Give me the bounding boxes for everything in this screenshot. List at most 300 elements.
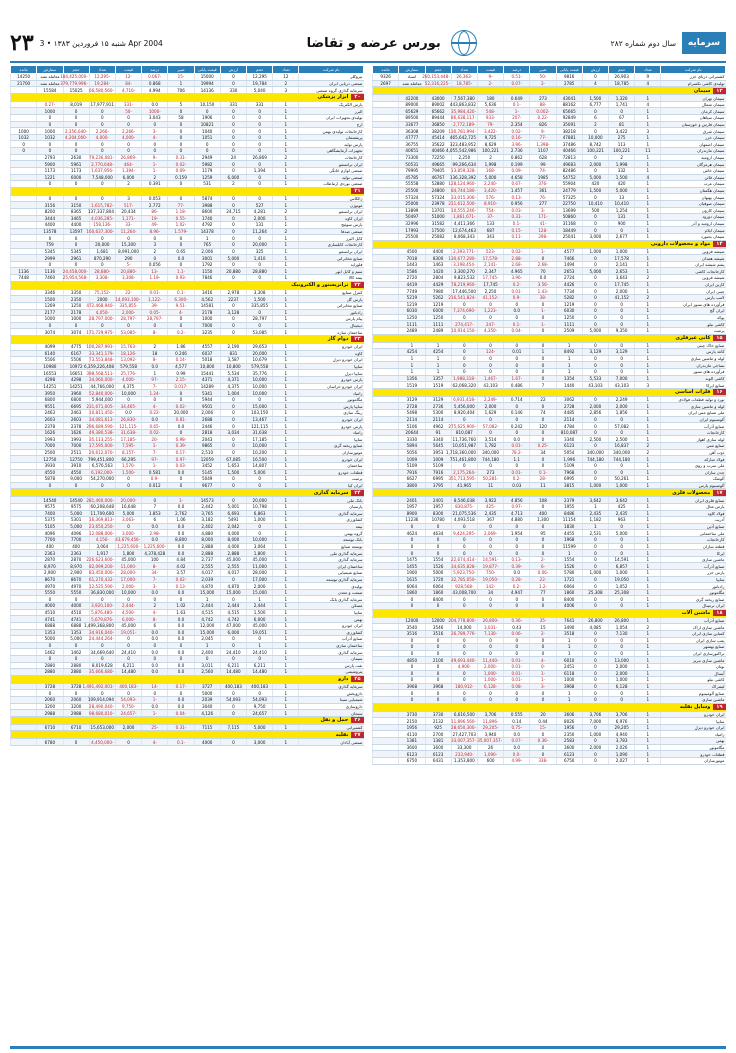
value-cell: 0 (477, 596, 503, 603)
value-cell: 0 (425, 550, 451, 557)
value-cell: -4,350 (477, 327, 503, 334)
value-cell: -0.1 (504, 321, 530, 328)
value-cell: 74 (530, 410, 556, 417)
value-cell: 7 (530, 382, 556, 389)
company-name-cell: پارس خودرو (299, 376, 364, 383)
value-cell: 67,085 (220, 456, 246, 463)
value-cell: 0 (63, 739, 89, 746)
value-cell: 99 (530, 161, 556, 168)
value-cell: 10,000 (247, 443, 273, 450)
table-row (373, 248, 726, 255)
table-row (373, 650, 726, 657)
value-cell: 2724 (556, 275, 582, 282)
value-cell: 3,300,270 (451, 268, 477, 275)
value-cell (11, 101, 37, 108)
value-cell: -9 (477, 74, 503, 81)
value-cell: -1 (142, 161, 168, 168)
value-cell: 47881 (556, 134, 582, 141)
value-cell: -2,356,640 (64, 128, 88, 134)
value-cell: 2804 (425, 275, 451, 282)
value-cell: 0 (63, 642, 89, 649)
value-cell: 1500 (37, 296, 63, 303)
value-cell: 6,616,500 (451, 711, 477, 718)
value-cell: 1 (556, 637, 582, 644)
value-cell: 2379 (556, 497, 582, 504)
value-cell: 3728 (37, 683, 63, 690)
value-cell: 4371 (194, 376, 220, 383)
value-cell: -0.07 (504, 80, 530, 87)
value-cell: 1032 (11, 134, 37, 141)
value-cell: 65629 (399, 108, 425, 115)
company-name-cell: صنعتی صدفا (299, 228, 364, 235)
value-cell: 100,221 (609, 148, 635, 155)
value-cell: 2 (273, 154, 299, 161)
company-name-cell: مگاموتور (661, 589, 726, 596)
value-cell: 2039 (194, 697, 220, 704)
company-name-cell: ماشین سازی (661, 697, 726, 704)
value-cell: 6,000 (220, 174, 246, 181)
value-cell: 3800 (399, 482, 425, 489)
table-row (373, 630, 726, 637)
value-cell: -3 (530, 207, 556, 214)
value-cell: 0 (530, 744, 556, 751)
table-row (11, 482, 364, 489)
value-cell: 2 (635, 443, 661, 450)
value-cell: 46767 (425, 174, 451, 181)
value-cell: 4.02 (168, 563, 194, 570)
value-cell: 2350 (63, 296, 89, 303)
company-name-cell: صنایع آذرآب (661, 563, 726, 570)
value-cell: 2736 (425, 403, 451, 410)
value-cell: 0 (220, 128, 246, 135)
value-cell: -4 (530, 657, 556, 664)
value-cell: 2,000 (582, 744, 608, 751)
value-cell: 5550 (63, 589, 89, 596)
value-cell: معامله نشد (37, 74, 63, 81)
value-cell: -0.65 (142, 423, 168, 430)
value-cell: 0 (530, 537, 556, 544)
value-cell: 1 (635, 751, 661, 758)
value-cell: 0 (247, 476, 273, 483)
section-header-row (11, 335, 364, 343)
value-cell: 1 (635, 596, 661, 603)
value-cell: 7,000 (582, 718, 608, 725)
value-cell: 2511 (63, 449, 89, 456)
table-row (11, 148, 364, 155)
table-row (11, 390, 364, 397)
value-cell: 17,578 (609, 255, 635, 262)
value-cell: 0 (504, 301, 530, 308)
section-label: ترانزیستور و الکترونیک (291, 282, 349, 289)
value-cell: 0 (247, 174, 273, 181)
value-cell: 0 (115, 655, 141, 662)
value-cell: 1 (635, 167, 661, 174)
value-cell: 1,782 (477, 443, 503, 450)
value-cell: 0 (168, 642, 194, 649)
value-cell: -0.9 (142, 476, 168, 483)
value-cell: -3,920,100 (91, 603, 114, 609)
value-cell: 1 (273, 322, 299, 329)
value-cell (373, 95, 399, 102)
section-label: سیمان (693, 87, 711, 94)
table-row (11, 583, 364, 590)
value-cell: 6695 (63, 403, 89, 410)
value-cell: 0.0 (142, 416, 168, 423)
value-cell: 3340 (556, 436, 582, 443)
value-cell: 133 (477, 220, 503, 227)
table-row (373, 744, 726, 751)
value-cell: 0 (530, 462, 556, 469)
value-cell: 5300 (425, 410, 451, 417)
value-cell: 2793 (37, 154, 63, 161)
value-cell: 1 (635, 423, 661, 430)
value-cell: 121,115 (247, 423, 273, 430)
value-cell: 0 (451, 349, 477, 356)
company-name-cell: سیمان هرمزگان (661, 161, 726, 168)
value-cell: 290 (115, 255, 141, 262)
value-cell: 0 (142, 497, 168, 504)
value-cell: 1,000 (609, 570, 635, 577)
value-cell: -830,875 (451, 503, 477, 510)
value-cell: 1 (635, 469, 661, 476)
value-cell: 0.0 (142, 649, 168, 656)
value-cell: 0 (582, 167, 608, 174)
value-cell: 1 (273, 739, 299, 746)
value-cell: 4 (635, 101, 661, 108)
value-cell: 6064 (556, 583, 582, 590)
value-cell: 330 (220, 87, 246, 94)
value-cell: 1586 (399, 268, 425, 275)
value-cell: -3 (530, 683, 556, 690)
company-name-cell: پارس الکتریک (299, 101, 364, 108)
value-cell: 0.0 (168, 423, 194, 430)
value-cell (373, 382, 399, 389)
value-cell: -13,859,328 (451, 168, 476, 174)
value-cell: 1136 (37, 268, 63, 275)
value-cell: 1,681 (89, 248, 115, 255)
value-cell: 25041 (556, 234, 582, 241)
company-name-cell: بهمن (299, 616, 364, 623)
value-cell: -13 (142, 268, 168, 275)
value-cell: 3074 (63, 329, 89, 336)
value-cell: 3465 (63, 215, 89, 222)
value-cell: -15 (530, 724, 556, 731)
value-cell: 3,064 (89, 543, 115, 550)
value-cell: -0.1 (168, 289, 194, 296)
value-cell: 0 (115, 739, 141, 746)
value-cell: 5,000 (582, 174, 608, 181)
value-cell: -0.17 (168, 683, 194, 690)
value-cell: 0 (609, 355, 635, 362)
value-cell: 5878 (37, 476, 63, 483)
table-row (11, 309, 364, 316)
value-cell: 4,017 (220, 570, 246, 577)
company-name-cell: بانک توسعه (299, 537, 364, 544)
value-cell: 0.714 (504, 396, 530, 403)
value-cell: 26,800 (582, 617, 608, 624)
value-cell: 1 (635, 476, 661, 483)
value-cell: 0 (168, 242, 194, 249)
value-cell: -34 (142, 570, 168, 577)
value-cell: 21700 (11, 80, 37, 87)
value-cell: 0 (582, 603, 608, 610)
value-cell: 1,000 (609, 677, 635, 684)
value-cell: 343 (477, 234, 503, 241)
value-cell: 0 (504, 314, 530, 321)
value-cell: 0 (425, 644, 451, 651)
value-cell: 45,000 (247, 556, 273, 563)
value-cell: 0 (582, 543, 608, 550)
value-cell: 18,785 (609, 80, 635, 87)
value-cell (373, 617, 399, 624)
value-cell: 0 (530, 255, 556, 262)
value-cell: 5000 (194, 690, 220, 697)
value-cell: -171 (530, 214, 556, 221)
value-cell: 1720 (425, 576, 451, 583)
company-name-cell: ساختمان (299, 462, 364, 469)
value-cell: 2,435 (582, 510, 608, 517)
value-cell (373, 718, 399, 725)
value-cell (373, 543, 399, 550)
value-cell: 11 (530, 482, 556, 489)
value-cell: 2 (142, 248, 168, 255)
value-cell: 16,837 (609, 443, 635, 450)
value-cell: 4419 (399, 281, 425, 288)
value-cell: 17,185 (247, 436, 273, 443)
value-cell: 826 (530, 121, 556, 128)
company-name-cell: سایپا (299, 609, 364, 616)
table-row (373, 410, 726, 417)
value-cell: 0 (451, 301, 477, 308)
value-cell (11, 510, 37, 517)
value-cell: 5049 (194, 476, 220, 483)
table-row (373, 288, 726, 295)
value-cell: 2 (273, 80, 299, 87)
value-cell: 1 (556, 355, 582, 362)
value-cell: 0 (220, 576, 246, 583)
value-cell: 1 (635, 308, 661, 315)
value-cell: -0.02 (504, 128, 530, 135)
company-name-cell: سیمان ارومیه و آذر (661, 220, 726, 227)
table-row (11, 530, 364, 537)
value-cell: 5,000 (63, 510, 89, 517)
section-header-row (373, 334, 726, 342)
table-row (373, 281, 726, 288)
value-cell (11, 416, 37, 423)
value-cell: 14,480 (115, 669, 141, 676)
value-cell: 1 (635, 603, 661, 610)
value-cell: 21,075,536 (452, 510, 476, 516)
value-cell: 0 (530, 690, 556, 697)
company-name-cell: صنعتی دریایی ایران (299, 80, 364, 87)
table-row (373, 294, 726, 301)
value-cell (11, 350, 37, 357)
table-row (11, 497, 364, 504)
value-cell: 7700 (63, 537, 89, 544)
value-cell: 6064 (399, 583, 425, 590)
value-cell: 0 (504, 537, 530, 544)
value-cell: -17,595,000 (89, 443, 114, 449)
value-cell: 1 (425, 342, 451, 349)
value-cell: 0 (504, 342, 530, 349)
value-cell (11, 543, 37, 550)
table-row (11, 222, 364, 229)
table-row (373, 342, 726, 349)
value-cell: 0 (168, 390, 194, 397)
value-cell: 2463 (37, 410, 63, 417)
value-cell: 6,576,563 (89, 462, 115, 469)
value-cell: -5,679,876 (91, 616, 114, 622)
value-cell: 1 (273, 429, 299, 436)
value-cell: 0 (142, 396, 168, 403)
company-name-cell: لوله سازی اهواز (661, 436, 726, 443)
value-cell: 1 (273, 134, 299, 141)
value-cell: 1 (273, 462, 299, 469)
value-cell: -33,007,357 (451, 738, 476, 744)
value-cell: -28,797 (142, 316, 168, 323)
value-cell: 12,674,463 (452, 227, 476, 233)
value-cell: 0 (582, 301, 608, 308)
value-cell: 1040 (194, 128, 220, 135)
value-cell: 0 (37, 235, 63, 242)
value-cell: 0 (220, 215, 246, 222)
value-cell (11, 537, 37, 544)
value-cell: 1.853 (142, 510, 168, 517)
value-cell: 8,019,628 (89, 662, 115, 669)
value-cell: -1 (142, 710, 168, 717)
value-cell: 131 (609, 214, 635, 221)
value-cell: 0 (63, 235, 89, 242)
value-cell: 0 (220, 80, 246, 87)
value-cell: -1 (142, 443, 168, 450)
value-cell: -2.98 (142, 530, 168, 537)
value-cell: 0 (504, 697, 530, 704)
value-cell: 7115 (194, 724, 220, 731)
value-cell: 4,940 (609, 731, 635, 738)
value-cell: -79 (477, 121, 503, 128)
table-row (373, 751, 726, 758)
value-cell: 3606 (556, 711, 582, 718)
value-cell: 12,295 (247, 74, 273, 81)
value-cell: 1 (273, 642, 299, 649)
value-cell: 340,000 (477, 449, 503, 456)
value-cell: 0 (220, 636, 246, 643)
value-cell: 600 (477, 757, 503, 764)
value-cell: 1 (582, 523, 608, 530)
value-cell: -26,800 (477, 617, 503, 624)
value-cell: 5894 (399, 443, 425, 450)
value-cell: 4400 (63, 222, 89, 229)
value-cell: 13,467 (247, 416, 273, 423)
table-row (373, 128, 726, 135)
value-cell: 400,183 (247, 683, 273, 690)
value-cell: 0 (530, 456, 556, 463)
value-cell: -76 (530, 194, 556, 201)
value-cell: 4485 (556, 410, 582, 417)
value-cell: 8300 (425, 255, 451, 262)
value-cell: 89000 (399, 101, 425, 108)
value-cell: 0 (582, 670, 608, 677)
value-cell: 52880 (425, 181, 451, 188)
value-cell: 1219 (399, 301, 425, 308)
value-cell: 1 (273, 589, 299, 596)
value-cell: -0.1 (168, 739, 194, 746)
value-cell: -20 (142, 436, 168, 443)
value-cell: 0 (142, 121, 168, 128)
value-cell: 120 (530, 423, 556, 430)
value-cell: 1,996 (556, 456, 582, 463)
value-cell: 22 (530, 396, 556, 403)
value-cell: 4,000 (220, 543, 246, 550)
value-cell: 3,308 (247, 289, 273, 296)
company-name-cell: ایران خودرو دیزل (661, 724, 726, 731)
table-row (11, 80, 364, 87)
value-cell: -0.13 (504, 194, 530, 201)
value-cell: -1.18 (168, 208, 194, 215)
value-cell: 1 (556, 650, 582, 657)
value-cell: 0 (37, 261, 63, 268)
value-cell: 0 (582, 576, 608, 583)
section-header-row (11, 675, 364, 683)
value-cell: -3 (142, 583, 168, 590)
value-cell: 35622 (425, 141, 451, 148)
value-cell: 0.0 (168, 523, 194, 530)
company-name-cell: ماشین سازی (661, 556, 726, 563)
value-cell (373, 410, 399, 417)
value-cell: 0.01 (504, 349, 530, 356)
value-cell: 1 (273, 609, 299, 616)
value-cell: -9.51 (168, 302, 194, 309)
value-cell: 4,411,366 (451, 220, 477, 227)
value-cell: -6.300 (168, 296, 194, 303)
value-cell (11, 669, 37, 676)
value-cell (373, 268, 399, 275)
value-cell: 751,461,800 (449, 456, 476, 462)
value-cell: -28,880 (89, 268, 115, 275)
value-cell (373, 396, 399, 403)
value-cell: -2,240 (477, 181, 503, 188)
company-name-cell: لوله و ماشین سازی (661, 403, 726, 410)
value-cell: 33,300 (451, 744, 477, 751)
value-cell: -28,000 (115, 570, 141, 577)
value-cell: 73300 (399, 154, 425, 161)
left-stock-table (10, 65, 364, 746)
table-row (11, 268, 364, 275)
value-cell: 0 (220, 167, 246, 174)
value-cell: 0 (142, 655, 168, 662)
value-cell: -0.01 (504, 663, 530, 670)
value-cell: 0 (582, 194, 608, 201)
value-cell: 1 (635, 248, 661, 255)
value-cell: 45785 (399, 174, 425, 181)
value-cell: 7641 (556, 617, 582, 624)
value-cell: 1357 (425, 375, 451, 382)
value-cell: 0 (609, 690, 635, 697)
value-cell: 0 (194, 655, 220, 662)
table-row (11, 195, 364, 202)
value-cell: -5,876,480 (91, 610, 114, 615)
value-cell: 6167 (63, 350, 89, 357)
company-name-cell: قطعه سازان (661, 543, 726, 550)
company-name-cell: کاشی نیلو (661, 677, 726, 684)
value-cell: 0.99 (168, 370, 194, 377)
table-row (373, 757, 726, 764)
value-cell: 4429 (425, 281, 451, 288)
value-cell: 1 (273, 550, 299, 557)
value-cell: -7 (142, 449, 168, 456)
value-cell: 0 (425, 670, 451, 677)
company-name-cell: کشتیرانی دریای خزر (661, 74, 726, 81)
